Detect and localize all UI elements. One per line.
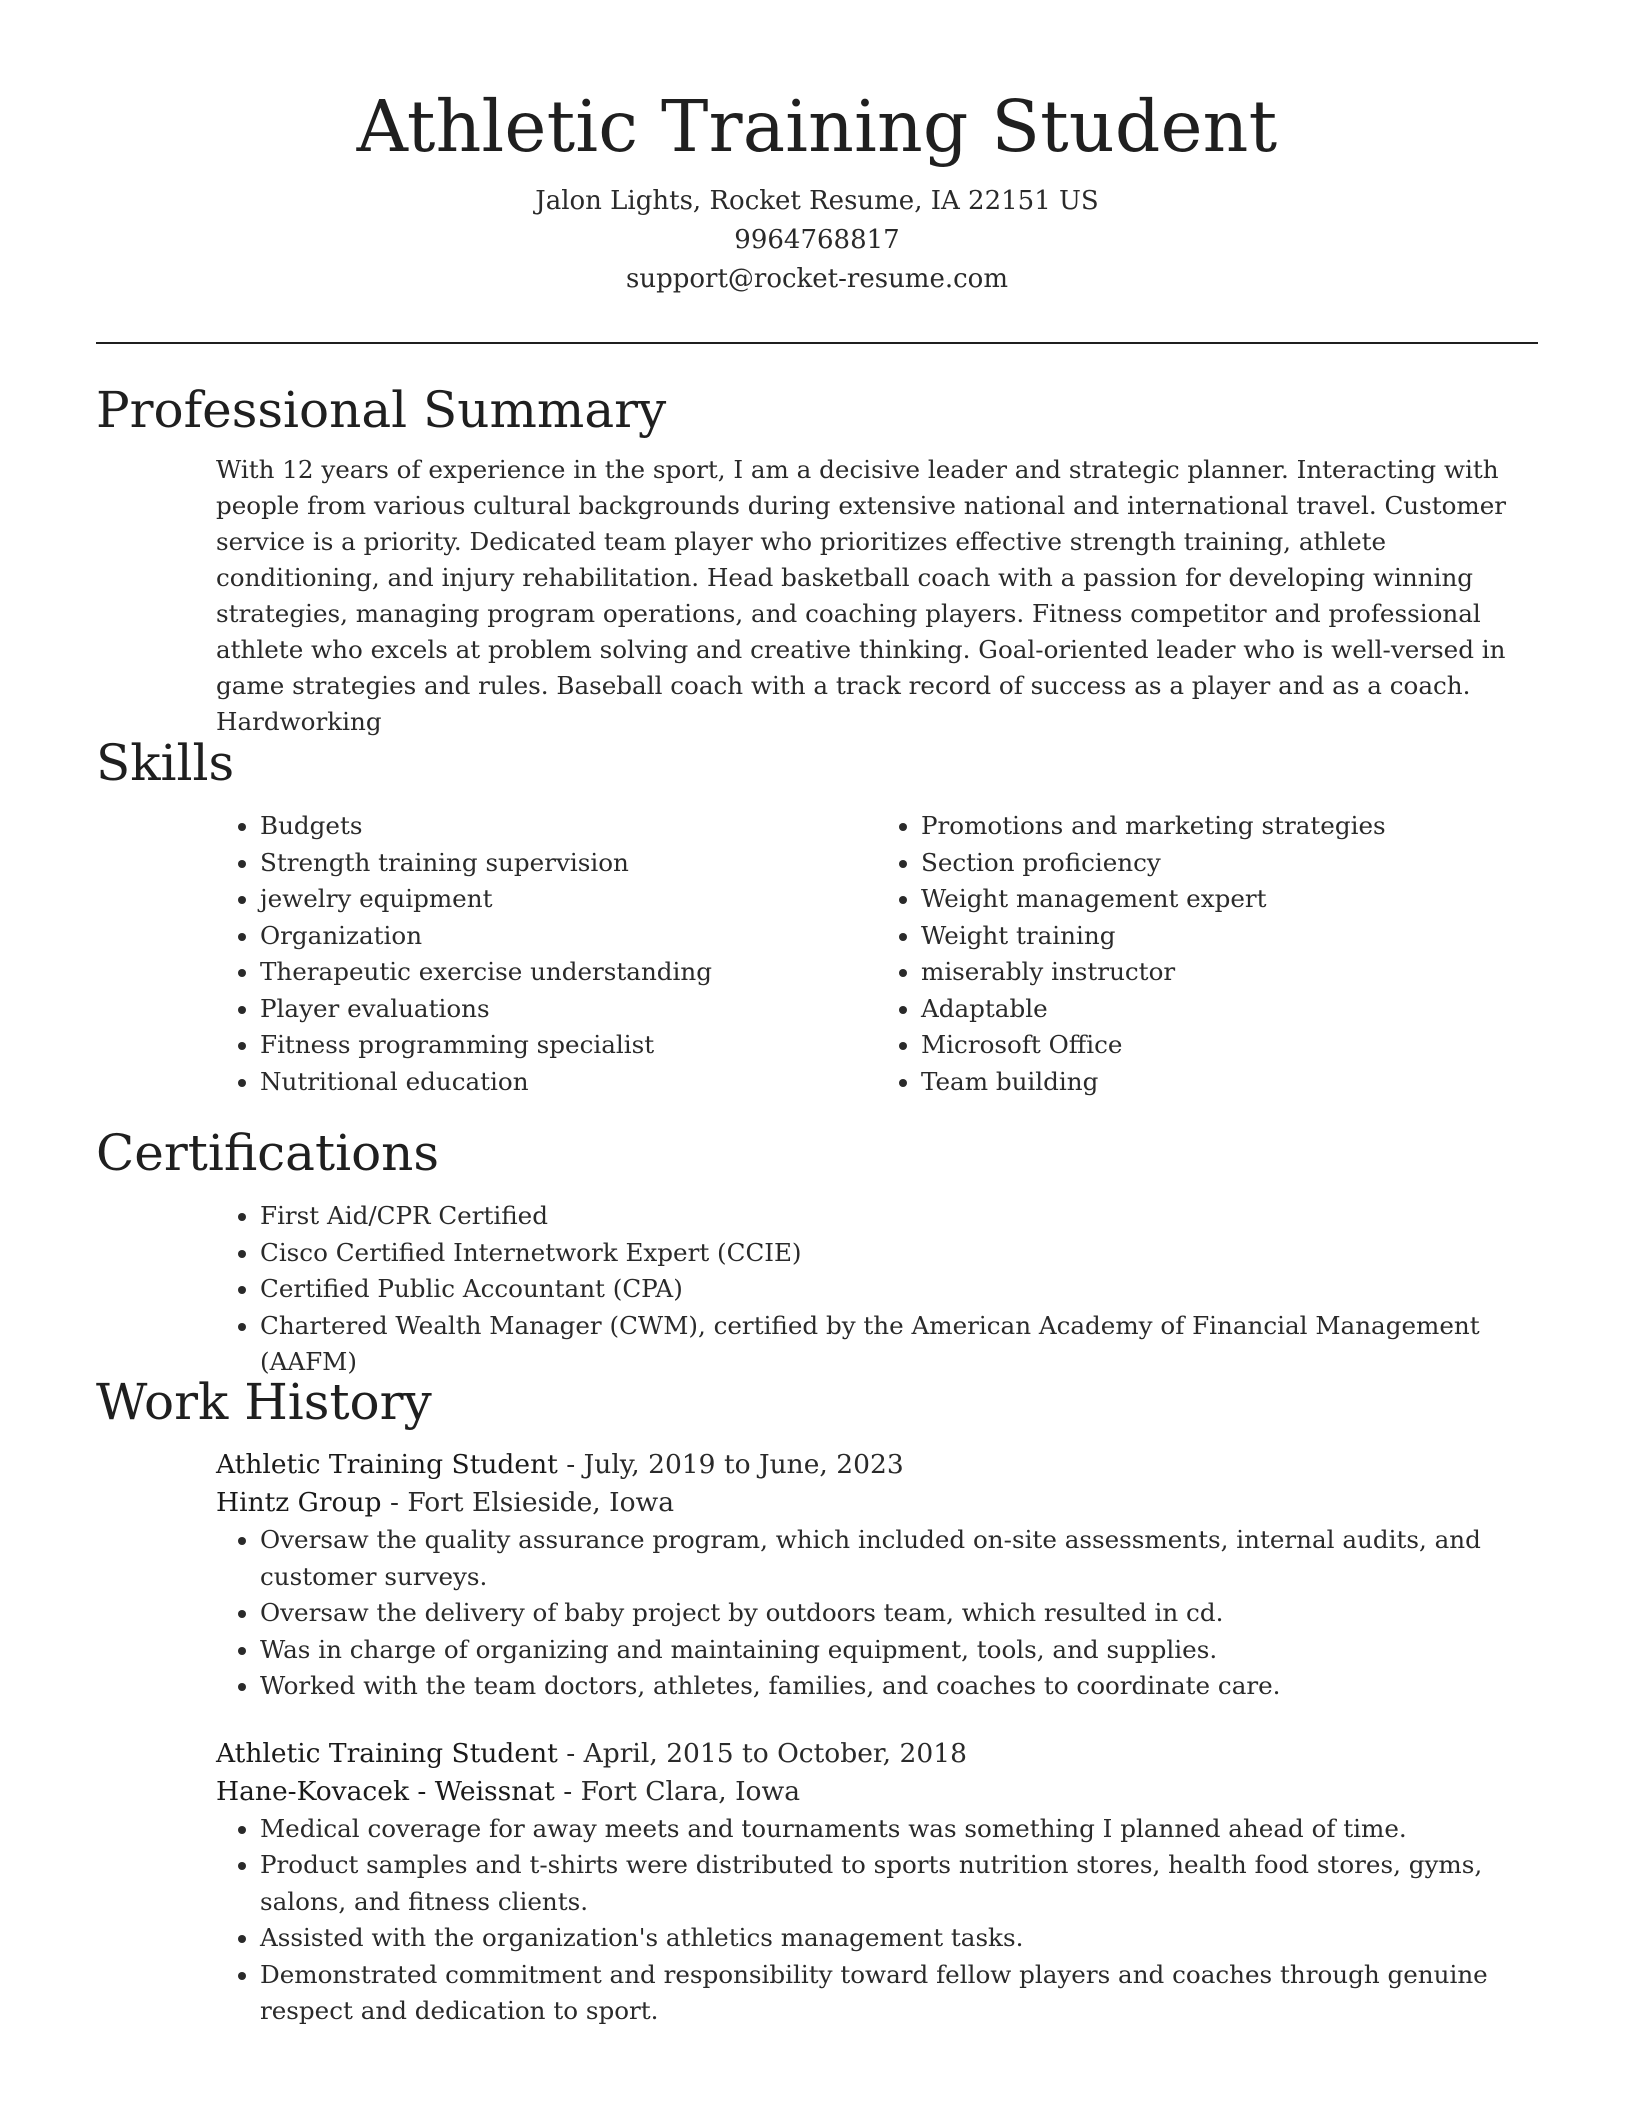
job-bullet: • Was in charge of organizing and maintaining equipment, tools, and supplies. <box>260 1632 1538 1669</box>
job-company: Hintz Group <box>216 1487 382 1518</box>
skills-list-left <box>216 808 877 1100</box>
job-bullet: • Oversaw the delivery of baby project by outdoors team, which resulted in cd. <box>260 1595 1538 1632</box>
job-location: Fort Elsieside, Iowa <box>407 1487 675 1518</box>
skill-item: • Weight training <box>921 918 1538 955</box>
job-bullet: • Assisted with the organization's athletics management tasks. <box>260 1920 1538 1957</box>
skill-item: • Strength training supervision <box>260 845 877 882</box>
skill-item: • Therapeutic exercise understanding <box>260 954 877 991</box>
job-bullet: • Worked with the team doctors, athletes, families, and coaches to coordinate care. <box>260 1668 1538 1705</box>
job-entry <box>96 1735 1538 2030</box>
job-bullet: • Product samples and t-shirts were distributed to sports nutrition stores, health food stores, gyms, salons, and fitness clients. <box>260 1847 1538 1920</box>
job-role: Athletic Training Student <box>216 1449 558 1480</box>
skill-item: • jewelry equipment <box>260 881 877 918</box>
summary-section <box>96 380 1538 740</box>
skills-columns <box>96 808 1538 1100</box>
summary-text: With 12 years of experience in the sport, I am a decisive leader and strategic planner. Interacting with people from various cultural backgrounds during extensive national and international travel. Customer service is a priority. Dedicated team player who prioritizes effective strength training, athlete conditioning, and injury rehabilitation. Head basketball coach with a passion for developing winning strategies, managing program operations, and coaching players. Fitness competitor and professional athlete who excels at problem solving and creative thinking. Goal-oriented leader who is well-versed in game strategies and rules. Baseball coach with a track record of success as a player and as a coach. Hardworking <box>216 455 1507 736</box>
resume-header <box>96 82 1538 299</box>
skills-section <box>96 733 1538 1100</box>
certifications-list <box>96 1198 1538 1381</box>
job-dates: July, 2019 to June, 2023 <box>583 1449 904 1480</box>
job-company-line: Hane-Kovacek - Weissnat - Fort Clara, Iowa <box>216 1775 800 1807</box>
skill-item: • Fitness programming specialist <box>260 1027 877 1064</box>
job-title-line: Athletic Training Student - April, 2015 to October, 2018 <box>216 1737 967 1769</box>
skill-item: • Promotions and marketing strategies <box>921 808 1538 845</box>
job-location: Fort Clara, Iowa <box>580 1775 800 1807</box>
candidate-name: Athletic Training Student <box>356 85 1278 168</box>
address-line: Jalon Lights, Rocket Resume, IA 22151 US <box>535 186 1099 216</box>
certification-item: • Cisco Certified Internetwork Expert (CCIE) <box>260 1235 1538 1272</box>
skill-item: • Team building <box>921 1064 1538 1101</box>
job-entry <box>96 1446 1538 1705</box>
skill-item: • Section proficiency <box>921 845 1538 882</box>
contact-info <box>96 182 1538 299</box>
skill-item: • Budgets <box>260 808 877 845</box>
skill-item: • Adaptable <box>921 991 1538 1028</box>
section-title-work-history: Work History <box>96 1373 432 1431</box>
section-title-skills: Skills <box>96 734 235 792</box>
job-bullet: • Demonstrated commitment and responsibility toward fellow players and coaches through genuine respect and dedication to sport. <box>260 1957 1538 2030</box>
job-bullet: • Oversaw the quality assurance program, which included on-site assessments, internal audits, and customer surveys. <box>260 1522 1538 1595</box>
skill-item: • Weight management expert <box>921 881 1538 918</box>
header-divider <box>96 342 1538 344</box>
skill-item: • Player evaluations <box>260 991 877 1028</box>
certification-item: • First Aid/CPR Certified <box>260 1198 1538 1235</box>
job-company-line: Hintz Group - Fort Elsieside, Iowa <box>216 1487 675 1518</box>
section-title-summary: Professional Summary <box>96 381 667 439</box>
skill-item: • Organization <box>260 918 877 955</box>
phone-number: 9964768817 <box>734 225 900 255</box>
certifications-section <box>96 1123 1538 1381</box>
job-bullet: • Medical coverage for away meets and tournaments was something I planned ahead of time. <box>260 1811 1538 1848</box>
skills-list-right <box>877 808 1538 1100</box>
job-bullets <box>96 1522 1538 1705</box>
certification-item: • Certified Public Accountant (CPA) <box>260 1271 1538 1308</box>
certification-item: • Chartered Wealth Manager (CWM), certified by the American Academy of Financial Management (AAFM) <box>260 1308 1538 1381</box>
work-history-section <box>96 1372 1538 2030</box>
skill-item: • miserably instructor <box>921 954 1538 991</box>
section-title-certifications: Certifications <box>96 1124 440 1182</box>
email-address: support@rocket-resume.com <box>625 264 1008 294</box>
skill-item: • Nutritional education <box>260 1064 877 1101</box>
job-dates: April, 2015 to October, 2018 <box>583 1737 967 1769</box>
job-role: Athletic Training Student <box>216 1737 558 1769</box>
skill-item: • Microsoft Office <box>921 1027 1538 1064</box>
job-bullets <box>96 1811 1538 2030</box>
job-company: Hane-Kovacek - Weissnat <box>216 1775 555 1807</box>
job-title-line: Athletic Training Student - July, 2019 to June, 2023 <box>216 1449 904 1480</box>
